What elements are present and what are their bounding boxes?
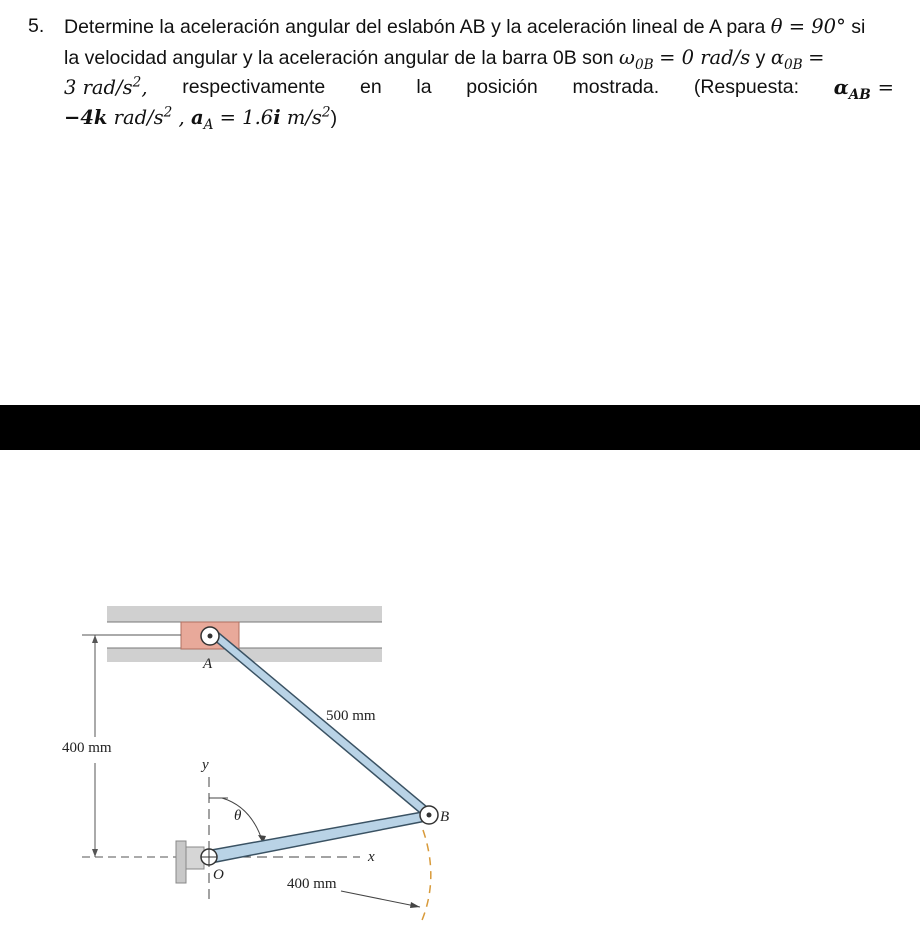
problem-text [64, 12, 894, 133]
theta-label: θ [234, 808, 242, 824]
line2-text: la velocidad angular y la aceleración angular de la barra 0B son [64, 46, 614, 69]
line1-end: si [851, 16, 866, 38]
label-b: B [440, 809, 450, 825]
y-axis-label: y [202, 757, 209, 773]
respuesta-word: (Respuesta: [693, 76, 799, 98]
close-paren: ) [330, 106, 338, 129]
problem-number: 5. [28, 15, 45, 37]
theta-equation: θ = 90° [770, 15, 846, 38]
problem-line-3 [64, 73, 894, 103]
la-word: la [416, 76, 432, 98]
x-axis-label: x [368, 849, 375, 865]
upper-guide [107, 606, 382, 622]
dim-400-vertical: 400 mm [62, 740, 112, 756]
alpha-symbol: $\alpha_{0B}$ [770, 45, 803, 73]
mechanism-figure [0, 585, 470, 935]
dim-400-bar: 400 mm [287, 876, 337, 892]
y-word: y [755, 46, 766, 69]
omega-value: = 0 rad/s [659, 45, 751, 69]
problem-line-2 [64, 43, 894, 74]
answer-alpha-value: −4k rad/$s^2$ , $a_A = 1.6i$ $m/s^2$ [64, 104, 331, 133]
wall-support [176, 841, 186, 883]
path-arc [420, 830, 431, 925]
label-o: O [213, 867, 224, 883]
resp-word: respectivamente [182, 76, 326, 98]
mostrada-word: mostrada. [572, 76, 660, 98]
problem-line-1 [64, 12, 894, 43]
alpha-equals: = [808, 45, 825, 69]
dim-500: 500 mm [326, 708, 376, 724]
en-word: en [359, 76, 382, 98]
black-band [0, 405, 920, 450]
pos-word: posición [466, 76, 538, 98]
alpha-value: 3 rad/$s^2$, [64, 74, 148, 99]
omega-symbol: $\omega_{0B}$ [619, 45, 654, 73]
problem-line-4 [64, 103, 894, 134]
line1-text: Determine la aceleración angular del eslabón AB y la aceleración lineal de A para [64, 16, 766, 38]
answer-alpha-symbol: $\alpha_{AB}$ = [833, 76, 894, 103]
label-a: A [203, 656, 213, 672]
